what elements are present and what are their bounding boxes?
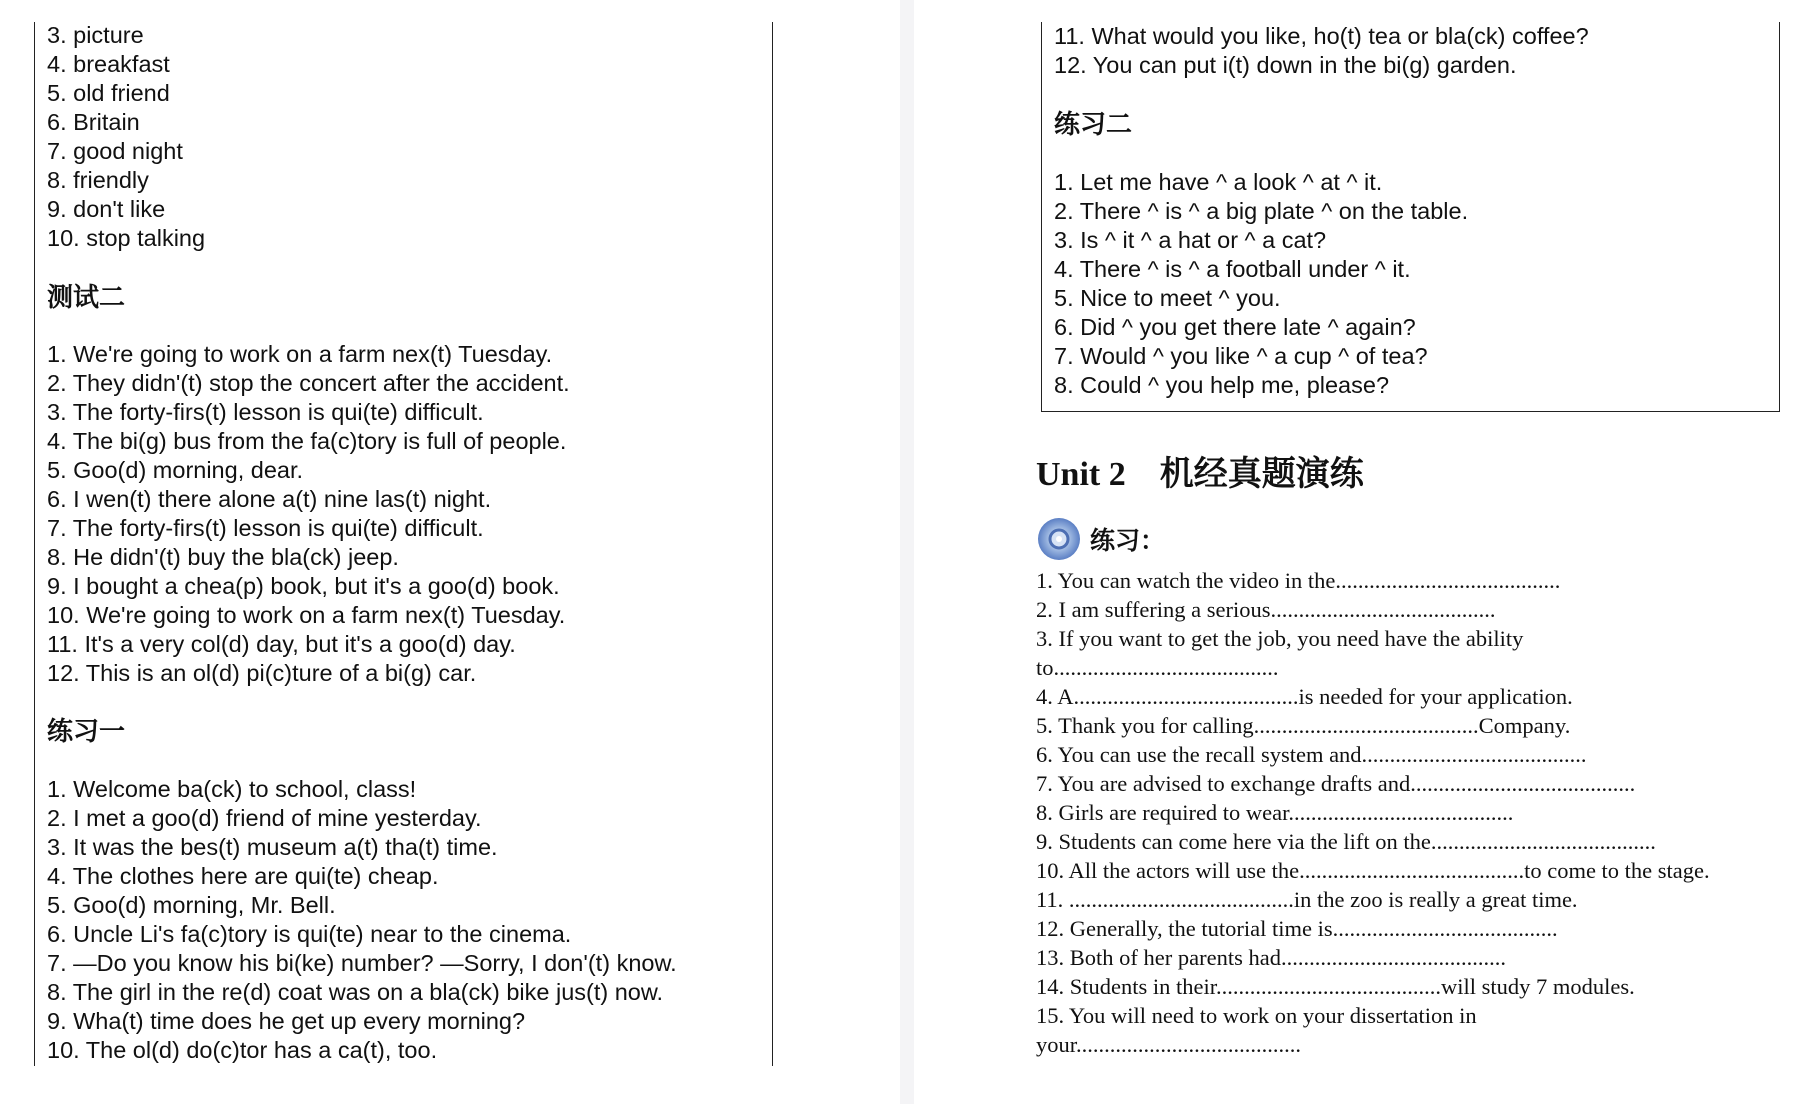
exercise-item: 4. A........................................is needed for your application.	[1036, 684, 1573, 709]
list-item: 4. breakfast	[47, 51, 170, 77]
list-item: 3. It was the bes(t) museum a(t) tha(t) time.	[47, 834, 498, 860]
exercise-label: 练习：	[1090, 527, 1166, 555]
exercise-item: 1. You can watch the video in the........................................	[1036, 568, 1561, 593]
list-item: 11. What would you like, ho(t) tea or bla(ck) coffee?	[1054, 23, 1589, 49]
exercise-item: to........................................	[1036, 655, 1279, 680]
list-item: 5. old friend	[47, 80, 170, 106]
exercise-item: 3. If you want to get the job, you need have the ability	[1036, 626, 1524, 651]
list-item: 8. friendly	[47, 167, 149, 193]
right-page	[914, 0, 1794, 1104]
list-item: 3. picture	[47, 22, 144, 48]
section-heading-practice2: 练习二	[1054, 109, 1133, 139]
list-item: 7. good night	[47, 138, 183, 164]
list-item: 9. Wha(t) time does he get up every morning?	[47, 1008, 526, 1034]
list-item: 7. —Do you know his bi(ke) number? —Sorry, I don'(t) know.	[47, 950, 677, 976]
list-item: 3. The forty-firs(t) lesson is qui(te) difficult.	[47, 399, 484, 425]
list-item: 11. It's a very col(d) day, but it's a goo(d) day.	[47, 631, 516, 657]
list-item: 10. We're going to work on a farm nex(t) Tuesday.	[47, 602, 566, 628]
exercise-item: 15. You will need to work on your dissertation in	[1036, 1003, 1477, 1028]
list-item: 3. Is ^ it ^ a hat or ^ a cat?	[1054, 227, 1327, 253]
list-item: 8. Could ^ you help me, please?	[1054, 372, 1390, 398]
list-item: 5. Nice to meet ^ you.	[1054, 285, 1281, 311]
exercise-item: 12. Generally, the tutorial time is........................................	[1036, 916, 1558, 941]
exercise-item: 14. Students in their........................................will study 7 modules.	[1036, 974, 1635, 999]
list-item: 9. don't like	[47, 196, 166, 222]
list-item: 10. stop talking	[47, 225, 206, 251]
list-item: 6. Did ^ you get there late ^ again?	[1054, 314, 1416, 340]
section-heading-test2: 测试二	[47, 282, 126, 312]
list-item: 5. Goo(d) morning, Mr. Bell.	[47, 892, 336, 918]
list-item: 12. You can put i(t) down in the bi(g) garden.	[1054, 52, 1517, 78]
list-item: 9. I bought a chea(p) book, but it's a goo(d) book.	[47, 573, 560, 599]
section-heading-practice1: 练习一	[47, 716, 126, 746]
list-item: 6. Uncle Li's fa(c)tory is qui(te) near to the cinema.	[47, 921, 572, 947]
exercise-item: 8. Girls are required to wear........................................	[1036, 800, 1514, 825]
list-item: 6. Britain	[47, 109, 140, 135]
list-item: 4. There ^ is ^ a football under ^ it.	[1054, 256, 1411, 282]
list-item: 1. We're going to work on a farm nex(t) Tuesday.	[47, 341, 553, 367]
list-item: 8. The girl in the re(d) coat was on a bla(ck) bike jus(t) now.	[47, 979, 664, 1005]
exercise-item: 9. Students can come here via the lift on the........................................	[1036, 829, 1656, 854]
unit-title: Unit 2 机经真题演练	[1036, 456, 1364, 493]
disc-icon	[1036, 516, 1082, 562]
list-item: 4. The bi(g) bus from the fa(c)tory is full of people.	[47, 428, 567, 454]
list-item: 2. I met a goo(d) friend of mine yesterday.	[47, 805, 482, 831]
exercise-item: 5. Thank you for calling........................................Company.	[1036, 713, 1571, 738]
list-item: 8. He didn'(t) buy the bla(ck) jeep.	[47, 544, 399, 570]
list-item: 6. I wen(t) there alone a(t) nine las(t) night.	[47, 486, 492, 512]
exercise-item: 2. I am suffering a serious........................................	[1036, 597, 1496, 622]
list-item: 2. They didn'(t) stop the concert after the accident.	[47, 370, 570, 396]
exercise-item: 7. You are advised to exchange drafts and........................................	[1036, 771, 1636, 796]
exercise-item: 13. Both of her parents had........................................	[1036, 945, 1506, 970]
list-item: 1. Welcome ba(ck) to school, class!	[47, 776, 417, 802]
list-item: 1. Let me have ^ a look ^ at ^ it.	[1054, 169, 1383, 195]
list-item: 5. Goo(d) morning, dear.	[47, 457, 304, 483]
list-item: 7. Would ^ you like ^ a cup ^ of tea?	[1054, 343, 1428, 369]
list-item: 7. The forty-firs(t) lesson is qui(te) difficult.	[47, 515, 484, 541]
exercise-item: 11. ........................................in the zoo is really a great time.	[1036, 887, 1578, 912]
exercise-item: your........................................	[1036, 1032, 1302, 1057]
exercise-item: 10. All the actors will use the........................................to come to the stage.	[1036, 858, 1710, 883]
list-item: 4. The clothes here are qui(te) cheap.	[47, 863, 439, 889]
list-item: 12. This is an ol(d) pi(c)ture of a bi(g) car.	[47, 660, 477, 686]
list-item: 10. The ol(d) do(c)tor has a ca(t), too.	[47, 1037, 438, 1063]
exercise-item: 6. You can use the recall system and........................................	[1036, 742, 1587, 767]
list-item: 2. There ^ is ^ a big plate ^ on the table.	[1054, 198, 1469, 224]
